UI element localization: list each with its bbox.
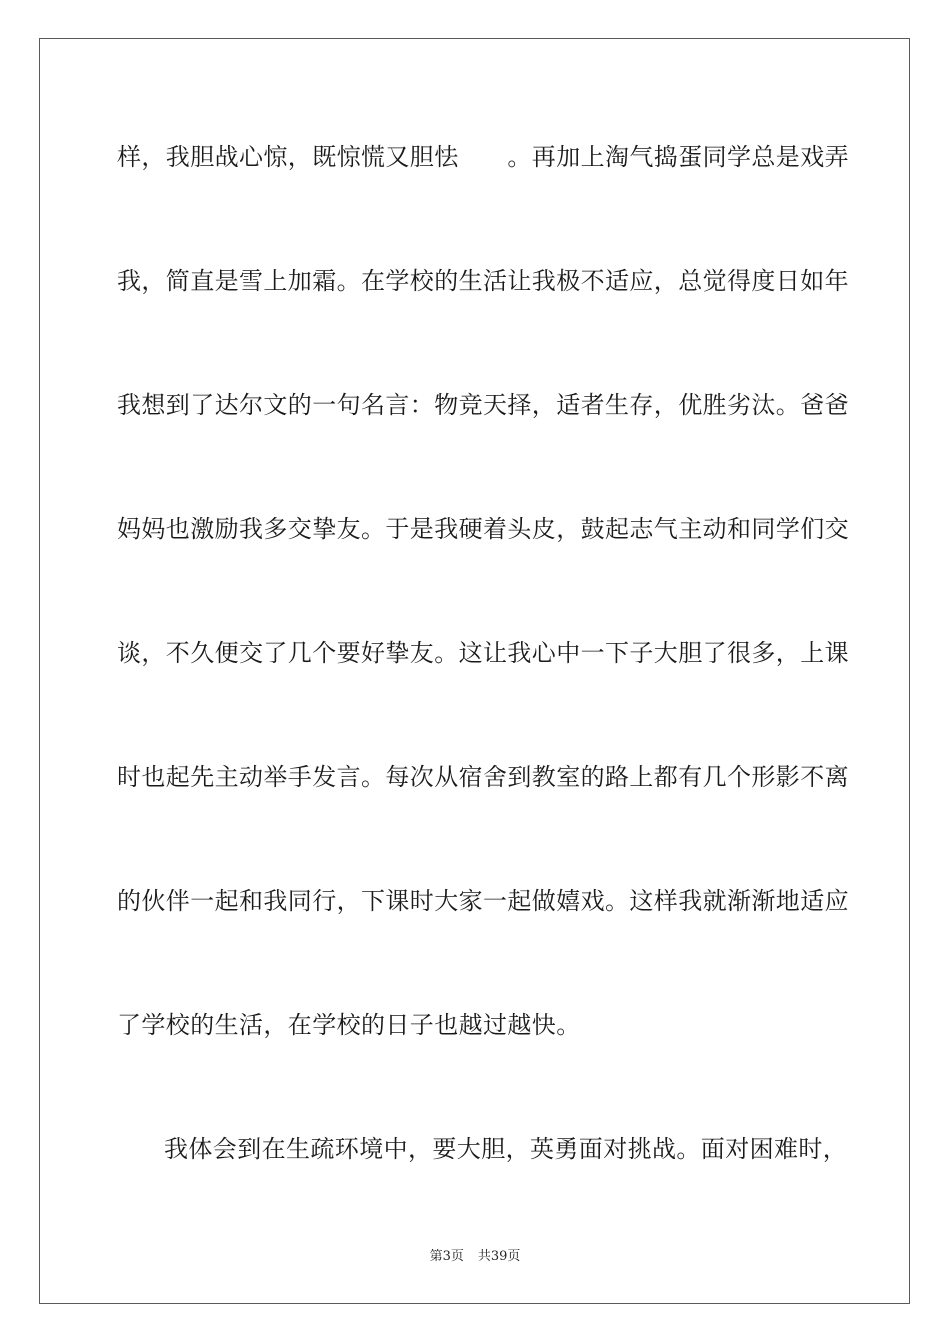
page-footer xyxy=(0,1248,950,1266)
page-total: 共39页 xyxy=(477,1249,521,1264)
page-border xyxy=(39,38,910,1304)
body-text-line-3: 我想到了达尔文的一句名言：物竞天择，适者生存，优胜劣汰。爸爸 xyxy=(117,391,849,419)
page-number: 第3页 xyxy=(429,1249,464,1264)
body-text-line-5: 谈，不久便交了几个要好挚友。这让我心中一下子大胆了很多，上课 xyxy=(117,639,849,667)
body-text-line-8: 了学校的生活，在学校的日子也越过越快。 xyxy=(117,1011,581,1039)
body-text-line-6: 时也起先主动举手发言。每次从宿舍到教室的路上都有几个形影不离 xyxy=(117,763,849,791)
body-text-line-2: 我，简直是雪上加霜。在学校的生活让我极不适应，总觉得度日如年 xyxy=(117,267,849,295)
body-text-line-4: 妈妈也激励我多交挚友。于是我硬着头皮，鼓起志气主动和同学们交 xyxy=(117,515,849,543)
body-text-line-1: 样，我胆战心惊，既惊慌又胆怯 。再加上淘气捣蛋同学总是戏弄 xyxy=(117,143,849,171)
paragraph-start-line: 我体会到在生疏环境中，要大胆，英勇面对挑战。面对困难时， xyxy=(164,1135,848,1163)
body-text-line-7: 的伙伴一起和我同行，下课时大家一起做嬉戏。这样我就渐渐地适应 xyxy=(117,887,849,915)
